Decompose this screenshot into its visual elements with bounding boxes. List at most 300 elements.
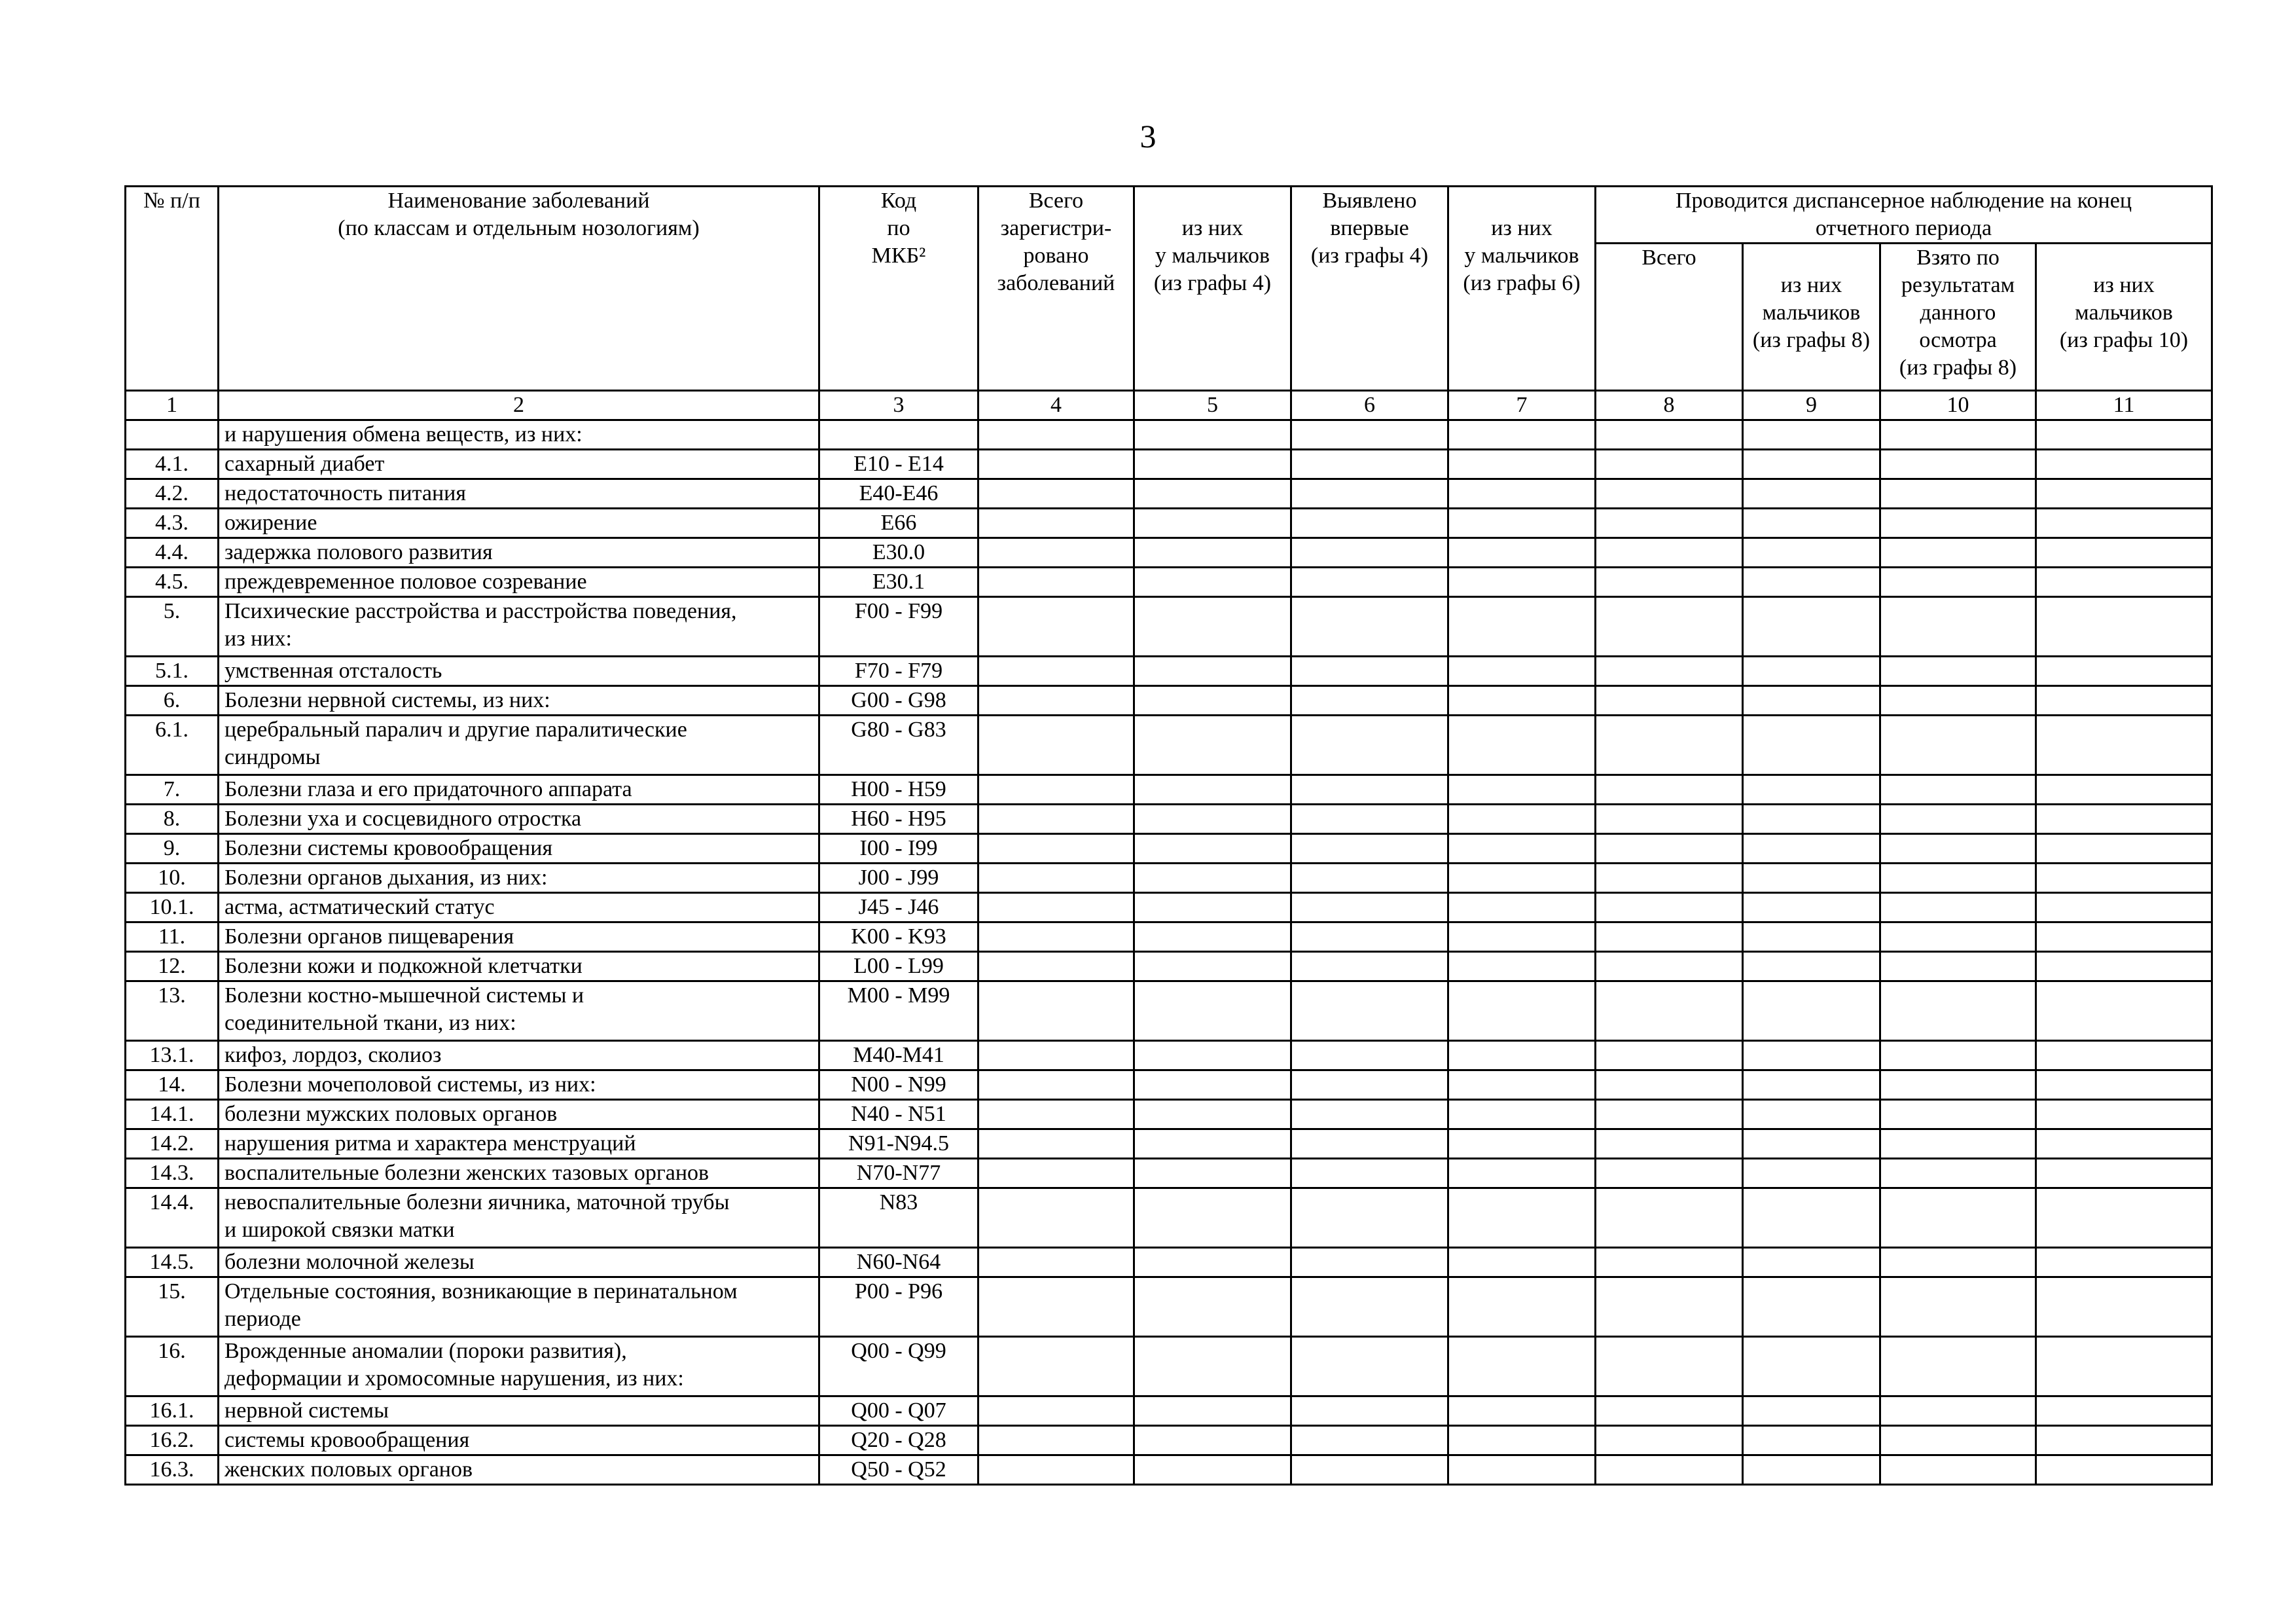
value-cell-col-9[interactable]: [1743, 538, 1880, 568]
table-row: [126, 775, 2212, 805]
value-cell-col-9[interactable]: [1743, 981, 1880, 1041]
table-row: [126, 1159, 2212, 1188]
row-number: 14.1.: [126, 1100, 219, 1129]
table-row: [126, 716, 2212, 775]
value-cell-col-5[interactable]: [1134, 1100, 1291, 1129]
disease-name: нервной системы: [219, 1396, 819, 1426]
value-cell-col-10[interactable]: [1880, 1129, 2036, 1159]
value-cell-col-10[interactable]: [1880, 775, 2036, 805]
value-cell-col-10[interactable]: [1880, 1277, 2036, 1337]
value-cell-col-11[interactable]: [2036, 1188, 2212, 1248]
value-cell-col-5[interactable]: [1134, 1248, 1291, 1277]
value-cell-col-7[interactable]: [1448, 716, 1596, 775]
row-number: 14.2.: [126, 1129, 219, 1159]
value-cell-col-4[interactable]: [978, 509, 1134, 538]
value-cell-col-5[interactable]: [1134, 864, 1291, 893]
value-cell-col-11[interactable]: [2036, 716, 2212, 775]
value-cell-col-7[interactable]: [1448, 568, 1596, 597]
row-number: 15.: [126, 1277, 219, 1337]
value-cell-col-5[interactable]: [1134, 568, 1291, 597]
row-number: 8.: [126, 805, 219, 834]
table-row: [126, 509, 2212, 538]
value-cell-col-9[interactable]: [1743, 952, 1880, 981]
value-cell-col-7[interactable]: [1448, 509, 1596, 538]
icd-code: [819, 420, 978, 450]
disease-name: астма, астматический статус: [219, 893, 819, 922]
value-cell-col-4[interactable]: [978, 952, 1134, 981]
value-cell-col-5[interactable]: [1134, 686, 1291, 716]
value-cell-col-4[interactable]: [978, 420, 1134, 450]
value-cell-col-7[interactable]: [1448, 1159, 1596, 1188]
value-cell-col-9[interactable]: [1743, 1188, 1880, 1248]
value-cell-col-5[interactable]: [1134, 509, 1291, 538]
value-cell-col-4[interactable]: [978, 922, 1134, 952]
value-cell-col-11[interactable]: [2036, 922, 2212, 952]
table-row: [126, 568, 2212, 597]
value-cell-col-4[interactable]: [978, 1129, 1134, 1159]
value-cell-col-11[interactable]: [2036, 952, 2212, 981]
value-cell-col-6[interactable]: [1291, 834, 1448, 864]
value-cell-col-5[interactable]: [1134, 775, 1291, 805]
value-cell-col-10[interactable]: [1880, 893, 2036, 922]
value-cell-col-9[interactable]: [1743, 686, 1880, 716]
value-cell-col-10[interactable]: [1880, 1041, 2036, 1070]
value-cell-col-11[interactable]: [2036, 509, 2212, 538]
disease-statistics-table: [124, 185, 2213, 1486]
value-cell-col-8[interactable]: [1596, 1455, 1743, 1485]
value-cell-col-5[interactable]: [1134, 952, 1291, 981]
value-cell-col-9[interactable]: [1743, 1396, 1880, 1426]
value-cell-col-5[interactable]: [1134, 1455, 1291, 1485]
value-cell-col-6[interactable]: [1291, 1188, 1448, 1248]
value-cell-col-4[interactable]: [978, 1396, 1134, 1426]
value-cell-col-6[interactable]: [1291, 420, 1448, 450]
column-number: 1: [126, 391, 219, 420]
column-number: 4: [978, 391, 1134, 420]
value-cell-col-10[interactable]: [1880, 922, 2036, 952]
value-cell-col-11[interactable]: [2036, 834, 2212, 864]
value-cell-col-7[interactable]: [1448, 864, 1596, 893]
value-cell-col-11[interactable]: [2036, 657, 2212, 686]
value-cell-col-11[interactable]: [2036, 864, 2212, 893]
value-cell-col-8[interactable]: [1596, 716, 1743, 775]
value-cell-col-8[interactable]: [1596, 450, 1743, 479]
value-cell-col-5[interactable]: [1134, 597, 1291, 657]
value-cell-col-7[interactable]: [1448, 597, 1596, 657]
value-cell-col-4[interactable]: [978, 1070, 1134, 1100]
value-cell-col-4[interactable]: [978, 657, 1134, 686]
value-cell-col-4[interactable]: [978, 597, 1134, 657]
value-cell-col-6[interactable]: [1291, 597, 1448, 657]
value-cell-col-6[interactable]: [1291, 716, 1448, 775]
value-cell-col-7[interactable]: [1448, 538, 1596, 568]
table-row: [126, 981, 2212, 1041]
value-cell-col-11[interactable]: [2036, 420, 2212, 450]
row-number: 13.: [126, 981, 219, 1041]
value-cell-col-7[interactable]: [1448, 1455, 1596, 1485]
value-cell-col-4[interactable]: [978, 1277, 1134, 1337]
value-cell-col-6[interactable]: [1291, 893, 1448, 922]
table-row: [126, 450, 2212, 479]
value-cell-col-6[interactable]: [1291, 1277, 1448, 1337]
value-cell-col-8[interactable]: [1596, 1129, 1743, 1159]
value-cell-col-5[interactable]: [1134, 1041, 1291, 1070]
disease-name: воспалительные болезни женских тазовых органов: [219, 1159, 819, 1188]
value-cell-col-6[interactable]: [1291, 568, 1448, 597]
value-cell-col-11[interactable]: [2036, 1041, 2212, 1070]
value-cell-col-11[interactable]: [2036, 1070, 2212, 1100]
value-cell-col-5[interactable]: [1134, 922, 1291, 952]
value-cell-col-11[interactable]: [2036, 450, 2212, 479]
value-cell-col-5[interactable]: [1134, 1070, 1291, 1100]
value-cell-col-8[interactable]: [1596, 922, 1743, 952]
value-cell-col-7[interactable]: [1448, 1070, 1596, 1100]
value-cell-col-4[interactable]: [978, 686, 1134, 716]
value-cell-col-4[interactable]: [978, 981, 1134, 1041]
value-cell-col-11[interactable]: [2036, 1100, 2212, 1129]
row-number: 9.: [126, 834, 219, 864]
value-cell-col-4[interactable]: [978, 805, 1134, 834]
table-row: [126, 834, 2212, 864]
table-row: [126, 1455, 2212, 1485]
value-cell-col-9[interactable]: [1743, 922, 1880, 952]
value-cell-col-10[interactable]: [1880, 1426, 2036, 1455]
value-cell-col-8[interactable]: [1596, 657, 1743, 686]
value-cell-col-6[interactable]: [1291, 1337, 1448, 1396]
value-cell-col-5[interactable]: [1134, 981, 1291, 1041]
value-cell-col-11[interactable]: [2036, 1337, 2212, 1396]
icd-code: E40-E46: [819, 479, 978, 509]
value-cell-col-8[interactable]: [1596, 1396, 1743, 1426]
icd-code: F00 - F99: [819, 597, 978, 657]
value-cell-col-10[interactable]: [1880, 686, 2036, 716]
disease-name: Болезни костно-мышечной системы и соединительной ткани, из них:: [219, 981, 819, 1041]
value-cell-col-6[interactable]: [1291, 1041, 1448, 1070]
value-cell-col-8[interactable]: [1596, 893, 1743, 922]
value-cell-col-4[interactable]: [978, 1426, 1134, 1455]
value-cell-col-8[interactable]: [1596, 864, 1743, 893]
value-cell-col-5[interactable]: [1134, 1426, 1291, 1455]
value-cell-col-4[interactable]: [978, 1041, 1134, 1070]
value-cell-col-5[interactable]: [1134, 805, 1291, 834]
value-cell-col-6[interactable]: [1291, 538, 1448, 568]
value-cell-col-7[interactable]: [1448, 775, 1596, 805]
value-cell-col-10[interactable]: [1880, 805, 2036, 834]
header-dispensary-taken-boys: из них мальчиков (из графы 10): [2036, 244, 2212, 391]
value-cell-col-5[interactable]: [1134, 1277, 1291, 1337]
icd-code: Q00 - Q07: [819, 1396, 978, 1426]
value-cell-col-8[interactable]: [1596, 1159, 1743, 1188]
value-cell-col-9[interactable]: [1743, 1041, 1880, 1070]
value-cell-col-9[interactable]: [1743, 1455, 1880, 1485]
value-cell-col-9[interactable]: [1743, 420, 1880, 450]
value-cell-col-10[interactable]: [1880, 981, 2036, 1041]
value-cell-col-8[interactable]: [1596, 1188, 1743, 1248]
value-cell-col-7[interactable]: [1448, 420, 1596, 450]
value-cell-col-10[interactable]: [1880, 1455, 2036, 1485]
header-boys-first: из них у мальчиков (из графы 6): [1448, 187, 1596, 391]
value-cell-col-10[interactable]: [1880, 952, 2036, 981]
value-cell-col-11[interactable]: [2036, 981, 2212, 1041]
icd-code: Q00 - Q99: [819, 1337, 978, 1396]
value-cell-col-11[interactable]: [2036, 597, 2212, 657]
value-cell-col-7[interactable]: [1448, 686, 1596, 716]
value-cell-col-10[interactable]: [1880, 1396, 2036, 1426]
value-cell-col-6[interactable]: [1291, 1426, 1448, 1455]
value-cell-col-9[interactable]: [1743, 1337, 1880, 1396]
value-cell-col-9[interactable]: [1743, 450, 1880, 479]
value-cell-col-7[interactable]: [1448, 922, 1596, 952]
value-cell-col-8[interactable]: [1596, 568, 1743, 597]
value-cell-col-9[interactable]: [1743, 479, 1880, 509]
value-cell-col-10[interactable]: [1880, 1070, 2036, 1100]
value-cell-col-7[interactable]: [1448, 479, 1596, 509]
value-cell-col-9[interactable]: [1743, 1129, 1880, 1159]
value-cell-col-5[interactable]: [1134, 893, 1291, 922]
value-cell-col-6[interactable]: [1291, 1396, 1448, 1426]
disease-name: женских половых органов: [219, 1455, 819, 1485]
value-cell-col-5[interactable]: [1134, 657, 1291, 686]
value-cell-col-9[interactable]: [1743, 509, 1880, 538]
value-cell-col-4[interactable]: [978, 1337, 1134, 1396]
value-cell-col-11[interactable]: [2036, 805, 2212, 834]
column-number: 2: [219, 391, 819, 420]
value-cell-col-7[interactable]: [1448, 834, 1596, 864]
value-cell-col-7[interactable]: [1448, 1426, 1596, 1455]
value-cell-col-8[interactable]: [1596, 1070, 1743, 1100]
value-cell-col-7[interactable]: [1448, 1100, 1596, 1129]
value-cell-col-8[interactable]: [1596, 1248, 1743, 1277]
value-cell-col-6[interactable]: [1291, 479, 1448, 509]
value-cell-col-10[interactable]: [1880, 450, 2036, 479]
value-cell-col-8[interactable]: [1596, 509, 1743, 538]
value-cell-col-7[interactable]: [1448, 450, 1596, 479]
value-cell-col-9[interactable]: [1743, 1070, 1880, 1100]
value-cell-col-4[interactable]: [978, 538, 1134, 568]
value-cell-col-7[interactable]: [1448, 1396, 1596, 1426]
value-cell-col-6[interactable]: [1291, 686, 1448, 716]
value-cell-col-4[interactable]: [978, 450, 1134, 479]
value-cell-col-8[interactable]: [1596, 805, 1743, 834]
value-cell-col-4[interactable]: [978, 568, 1134, 597]
value-cell-col-10[interactable]: [1880, 1248, 2036, 1277]
value-cell-col-8[interactable]: [1596, 538, 1743, 568]
value-cell-col-9[interactable]: [1743, 805, 1880, 834]
table-body: [126, 420, 2212, 1485]
table-row: [126, 1248, 2212, 1277]
disease-name: Болезни органов дыхания, из них:: [219, 864, 819, 893]
value-cell-col-5[interactable]: [1134, 1129, 1291, 1159]
icd-code: M40-M41: [819, 1041, 978, 1070]
value-cell-col-6[interactable]: [1291, 981, 1448, 1041]
value-cell-col-10[interactable]: [1880, 538, 2036, 568]
value-cell-col-10[interactable]: [1880, 509, 2036, 538]
value-cell-col-10[interactable]: [1880, 420, 2036, 450]
value-cell-col-8[interactable]: [1596, 479, 1743, 509]
value-cell-col-9[interactable]: [1743, 568, 1880, 597]
value-cell-col-4[interactable]: [978, 834, 1134, 864]
value-cell-col-6[interactable]: [1291, 952, 1448, 981]
row-number: [126, 420, 219, 450]
value-cell-col-10[interactable]: [1880, 657, 2036, 686]
value-cell-col-11[interactable]: [2036, 568, 2212, 597]
column-number: 6: [1291, 391, 1448, 420]
disease-name: недостаточность питания: [219, 479, 819, 509]
value-cell-col-8[interactable]: [1596, 1426, 1743, 1455]
value-cell-col-4[interactable]: [978, 775, 1134, 805]
value-cell-col-4[interactable]: [978, 1455, 1134, 1485]
value-cell-col-9[interactable]: [1743, 893, 1880, 922]
row-number: 16.: [126, 1337, 219, 1396]
value-cell-col-4[interactable]: [978, 1100, 1134, 1129]
value-cell-col-6[interactable]: [1291, 1070, 1448, 1100]
value-cell-col-6[interactable]: [1291, 775, 1448, 805]
value-cell-col-7[interactable]: [1448, 657, 1596, 686]
value-cell-col-10[interactable]: [1880, 1100, 2036, 1129]
row-number: 14.: [126, 1070, 219, 1100]
value-cell-col-10[interactable]: [1880, 1188, 2036, 1248]
value-cell-col-6[interactable]: [1291, 1129, 1448, 1159]
row-number: 10.: [126, 864, 219, 893]
value-cell-col-4[interactable]: [978, 893, 1134, 922]
value-cell-col-6[interactable]: [1291, 1248, 1448, 1277]
value-cell-col-10[interactable]: [1880, 716, 2036, 775]
value-cell-col-7[interactable]: [1448, 1041, 1596, 1070]
table-row: [126, 1426, 2212, 1455]
value-cell-col-7[interactable]: [1448, 981, 1596, 1041]
value-cell-col-7[interactable]: [1448, 952, 1596, 981]
value-cell-col-8[interactable]: [1596, 686, 1743, 716]
value-cell-col-6[interactable]: [1291, 1100, 1448, 1129]
value-cell-col-5[interactable]: [1134, 479, 1291, 509]
table-row: [126, 1100, 2212, 1129]
value-cell-col-8[interactable]: [1596, 420, 1743, 450]
disease-name: Болезни уха и сосцевидного отростка: [219, 805, 819, 834]
value-cell-col-4[interactable]: [978, 1159, 1134, 1188]
value-cell-col-11[interactable]: [2036, 1455, 2212, 1485]
value-cell-col-6[interactable]: [1291, 864, 1448, 893]
row-number: 16.3.: [126, 1455, 219, 1485]
value-cell-col-11[interactable]: [2036, 686, 2212, 716]
value-cell-col-5[interactable]: [1134, 1396, 1291, 1426]
value-cell-col-10[interactable]: [1880, 479, 2036, 509]
table-row: [126, 864, 2212, 893]
row-number: 6.1.: [126, 716, 219, 775]
value-cell-col-5[interactable]: [1134, 834, 1291, 864]
value-cell-col-5[interactable]: [1134, 1337, 1291, 1396]
value-cell-col-10[interactable]: [1880, 597, 2036, 657]
value-cell-col-8[interactable]: [1596, 597, 1743, 657]
value-cell-col-6[interactable]: [1291, 509, 1448, 538]
value-cell-col-5[interactable]: [1134, 1188, 1291, 1248]
value-cell-col-6[interactable]: [1291, 805, 1448, 834]
value-cell-col-8[interactable]: [1596, 981, 1743, 1041]
value-cell-col-9[interactable]: [1743, 1426, 1880, 1455]
value-cell-col-4[interactable]: [978, 1188, 1134, 1248]
value-cell-col-7[interactable]: [1448, 1248, 1596, 1277]
value-cell-col-10[interactable]: [1880, 1159, 2036, 1188]
value-cell-col-11[interactable]: [2036, 893, 2212, 922]
value-cell-col-6[interactable]: [1291, 1159, 1448, 1188]
header-dispensary-taken: Взято по результатам данного осмотра (из графы 8): [1880, 244, 2036, 391]
value-cell-col-6[interactable]: [1291, 1455, 1448, 1485]
icd-code: N83: [819, 1188, 978, 1248]
disease-name: Врожденные аномалии (пороки развития), деформации и хромосомные нарушения, из них:: [219, 1337, 819, 1396]
value-cell-col-8[interactable]: [1596, 1337, 1743, 1396]
value-cell-col-11[interactable]: [2036, 538, 2212, 568]
value-cell-col-8[interactable]: [1596, 1100, 1743, 1129]
value-cell-col-7[interactable]: [1448, 1337, 1596, 1396]
value-cell-col-10[interactable]: [1880, 834, 2036, 864]
value-cell-col-5[interactable]: [1134, 420, 1291, 450]
value-cell-col-8[interactable]: [1596, 775, 1743, 805]
value-cell-col-11[interactable]: [2036, 1159, 2212, 1188]
value-cell-col-11[interactable]: [2036, 1248, 2212, 1277]
value-cell-col-8[interactable]: [1596, 952, 1743, 981]
value-cell-col-11[interactable]: [2036, 1396, 2212, 1426]
value-cell-col-7[interactable]: [1448, 1188, 1596, 1248]
value-cell-col-9[interactable]: [1743, 1100, 1880, 1129]
value-cell-col-7[interactable]: [1448, 1277, 1596, 1337]
value-cell-col-9[interactable]: [1743, 864, 1880, 893]
value-cell-col-10[interactable]: [1880, 568, 2036, 597]
value-cell-col-4[interactable]: [978, 479, 1134, 509]
disease-name: болезни молочной железы: [219, 1248, 819, 1277]
value-cell-col-9[interactable]: [1743, 775, 1880, 805]
value-cell-col-6[interactable]: [1291, 450, 1448, 479]
header-boys-total: из них у мальчиков (из графы 4): [1134, 187, 1291, 391]
value-cell-col-8[interactable]: [1596, 1041, 1743, 1070]
value-cell-col-4[interactable]: [978, 716, 1134, 775]
value-cell-col-7[interactable]: [1448, 893, 1596, 922]
value-cell-col-5[interactable]: [1134, 538, 1291, 568]
value-cell-col-9[interactable]: [1743, 657, 1880, 686]
value-cell-col-7[interactable]: [1448, 1129, 1596, 1159]
value-cell-col-6[interactable]: [1291, 657, 1448, 686]
value-cell-col-8[interactable]: [1596, 1277, 1743, 1337]
value-cell-col-9[interactable]: [1743, 1248, 1880, 1277]
value-cell-col-4[interactable]: [978, 1248, 1134, 1277]
row-number: 14.4.: [126, 1188, 219, 1248]
value-cell-col-5[interactable]: [1134, 716, 1291, 775]
value-cell-col-11[interactable]: [2036, 775, 2212, 805]
value-cell-col-9[interactable]: [1743, 597, 1880, 657]
value-cell-col-9[interactable]: [1743, 1277, 1880, 1337]
value-cell-col-9[interactable]: [1743, 1159, 1880, 1188]
table-row: [126, 597, 2212, 657]
value-cell-col-11[interactable]: [2036, 1129, 2212, 1159]
value-cell-col-11[interactable]: [2036, 1277, 2212, 1337]
value-cell-col-4[interactable]: [978, 864, 1134, 893]
value-cell-col-8[interactable]: [1596, 834, 1743, 864]
value-cell-col-10[interactable]: [1880, 864, 2036, 893]
value-cell-col-11[interactable]: [2036, 1426, 2212, 1455]
value-cell-col-7[interactable]: [1448, 805, 1596, 834]
value-cell-col-11[interactable]: [2036, 479, 2212, 509]
value-cell-col-9[interactable]: [1743, 716, 1880, 775]
disease-name: Болезни органов пищеварения: [219, 922, 819, 952]
icd-code: E30.0: [819, 538, 978, 568]
value-cell-col-6[interactable]: [1291, 922, 1448, 952]
value-cell-col-10[interactable]: [1880, 1337, 2036, 1396]
icd-code: K00 - K93: [819, 922, 978, 952]
row-number: 4.5.: [126, 568, 219, 597]
header-dispensary-boys: из них мальчиков (из графы 8): [1743, 244, 1880, 391]
value-cell-col-5[interactable]: [1134, 450, 1291, 479]
icd-code: Q20 - Q28: [819, 1426, 978, 1455]
value-cell-col-9[interactable]: [1743, 834, 1880, 864]
value-cell-col-5[interactable]: [1134, 1159, 1291, 1188]
